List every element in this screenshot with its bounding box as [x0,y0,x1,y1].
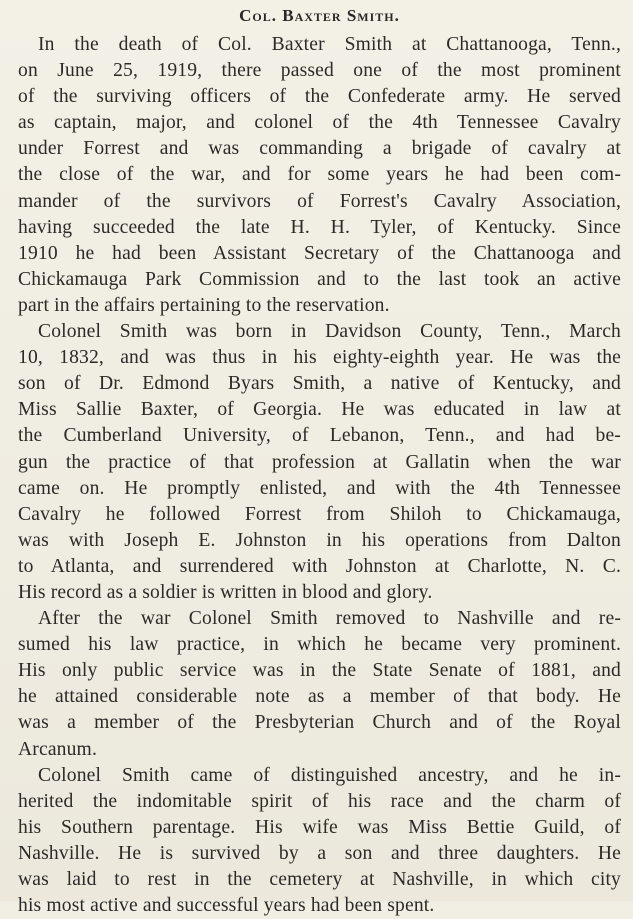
text-line: part in the affairs pertaining to the reservation. [18,294,390,316]
text-line: the close of the war, and for some years he had been com- [18,164,621,186]
text-line: he attained considerable note as a member of that body. He [18,686,621,708]
text-line: was with Joseph E. Johnston in his operations from Dalton [18,529,621,551]
text-line: Colonel Smith was born in Davidson County, Tenn., March [38,321,621,343]
text-line: Miss Sallie Baxter, of Georgia. He was educated in law at [18,399,621,421]
text-line: as captain, major, and colonel of the 4th Tennessee Cavalry [18,112,621,134]
text-line: Cavalry he followed Forrest from Shiloh to Chickamauga, [18,503,621,525]
paragraph [18,32,621,319]
text-line: to Atlanta, and surrendered with Johnston at Charlotte, N. C. [18,555,621,577]
text-line: under Forrest and was commanding a brigade of cavalry at [18,138,621,160]
text-line: the Cumberland University, of Lebanon, Tenn., and had be- [18,425,621,447]
text-line: After the war Colonel Smith removed to Nashville and re- [38,608,621,630]
text-line: 10, 1832, and was thus in his eighty-eighth year. He was the [18,347,621,369]
text-line: was a member of the Presbyterian Church and of the Royal [18,712,621,734]
text-line: sumed his law practice, in which he became very prominent. [18,634,621,656]
text-line: Colonel Smith came of distinguished ancestry, and he in- [38,764,621,786]
text-line: His only public service was in the State Senate of 1881, and [18,660,621,682]
text-line: mander of the survivors of Forrest's Cavalry Association, [18,190,621,212]
text-line: Nashville. He is survived by a son and three daughters. He [18,842,621,864]
article-title: Col. Baxter Smith. [239,6,400,25]
text-line: came on. He promptly enlisted, and with the 4th Tennessee [18,477,621,499]
text-line: Arcanum. [18,738,98,760]
text-line: having succeeded the late H. H. Tyler, of Kentucky. Since [18,216,621,238]
text-line: His record as a soldier is written in blood and glory. [18,581,433,603]
text-line: was laid to rest in the cemetery at Nashville, in which city [18,869,621,890]
article-body [18,32,621,919]
text-line: herited the indomitable spirit of his race and the charm of [18,790,621,812]
text-line: of the surviving officers of the Confederate army. He served [18,86,621,108]
text-line: son of Dr. Edmond Byars Smith, a native of Kentucky, and [18,373,621,395]
text-line: on June 25, 1919, there passed one of the most prominent [18,60,621,82]
text-line: Chickamauga Park Commission and to the last took an active [18,268,621,290]
paragraph [18,606,621,763]
paragraph [18,763,621,919]
text-line: In the death of Col. Baxter Smith at Chattanooga, Tenn., [38,34,621,55]
text-line: his most active and successful years had been spent. [18,895,435,917]
paragraph [18,319,621,606]
text-line: gun the practice of that profession at Gallatin when the war [18,451,621,473]
text-line: 1910 he had been Assistant Secretary of the Chattanooga and [18,242,621,264]
text-line: his Southern parentage. His wife was Miss Bettie Guild, of [18,816,621,838]
